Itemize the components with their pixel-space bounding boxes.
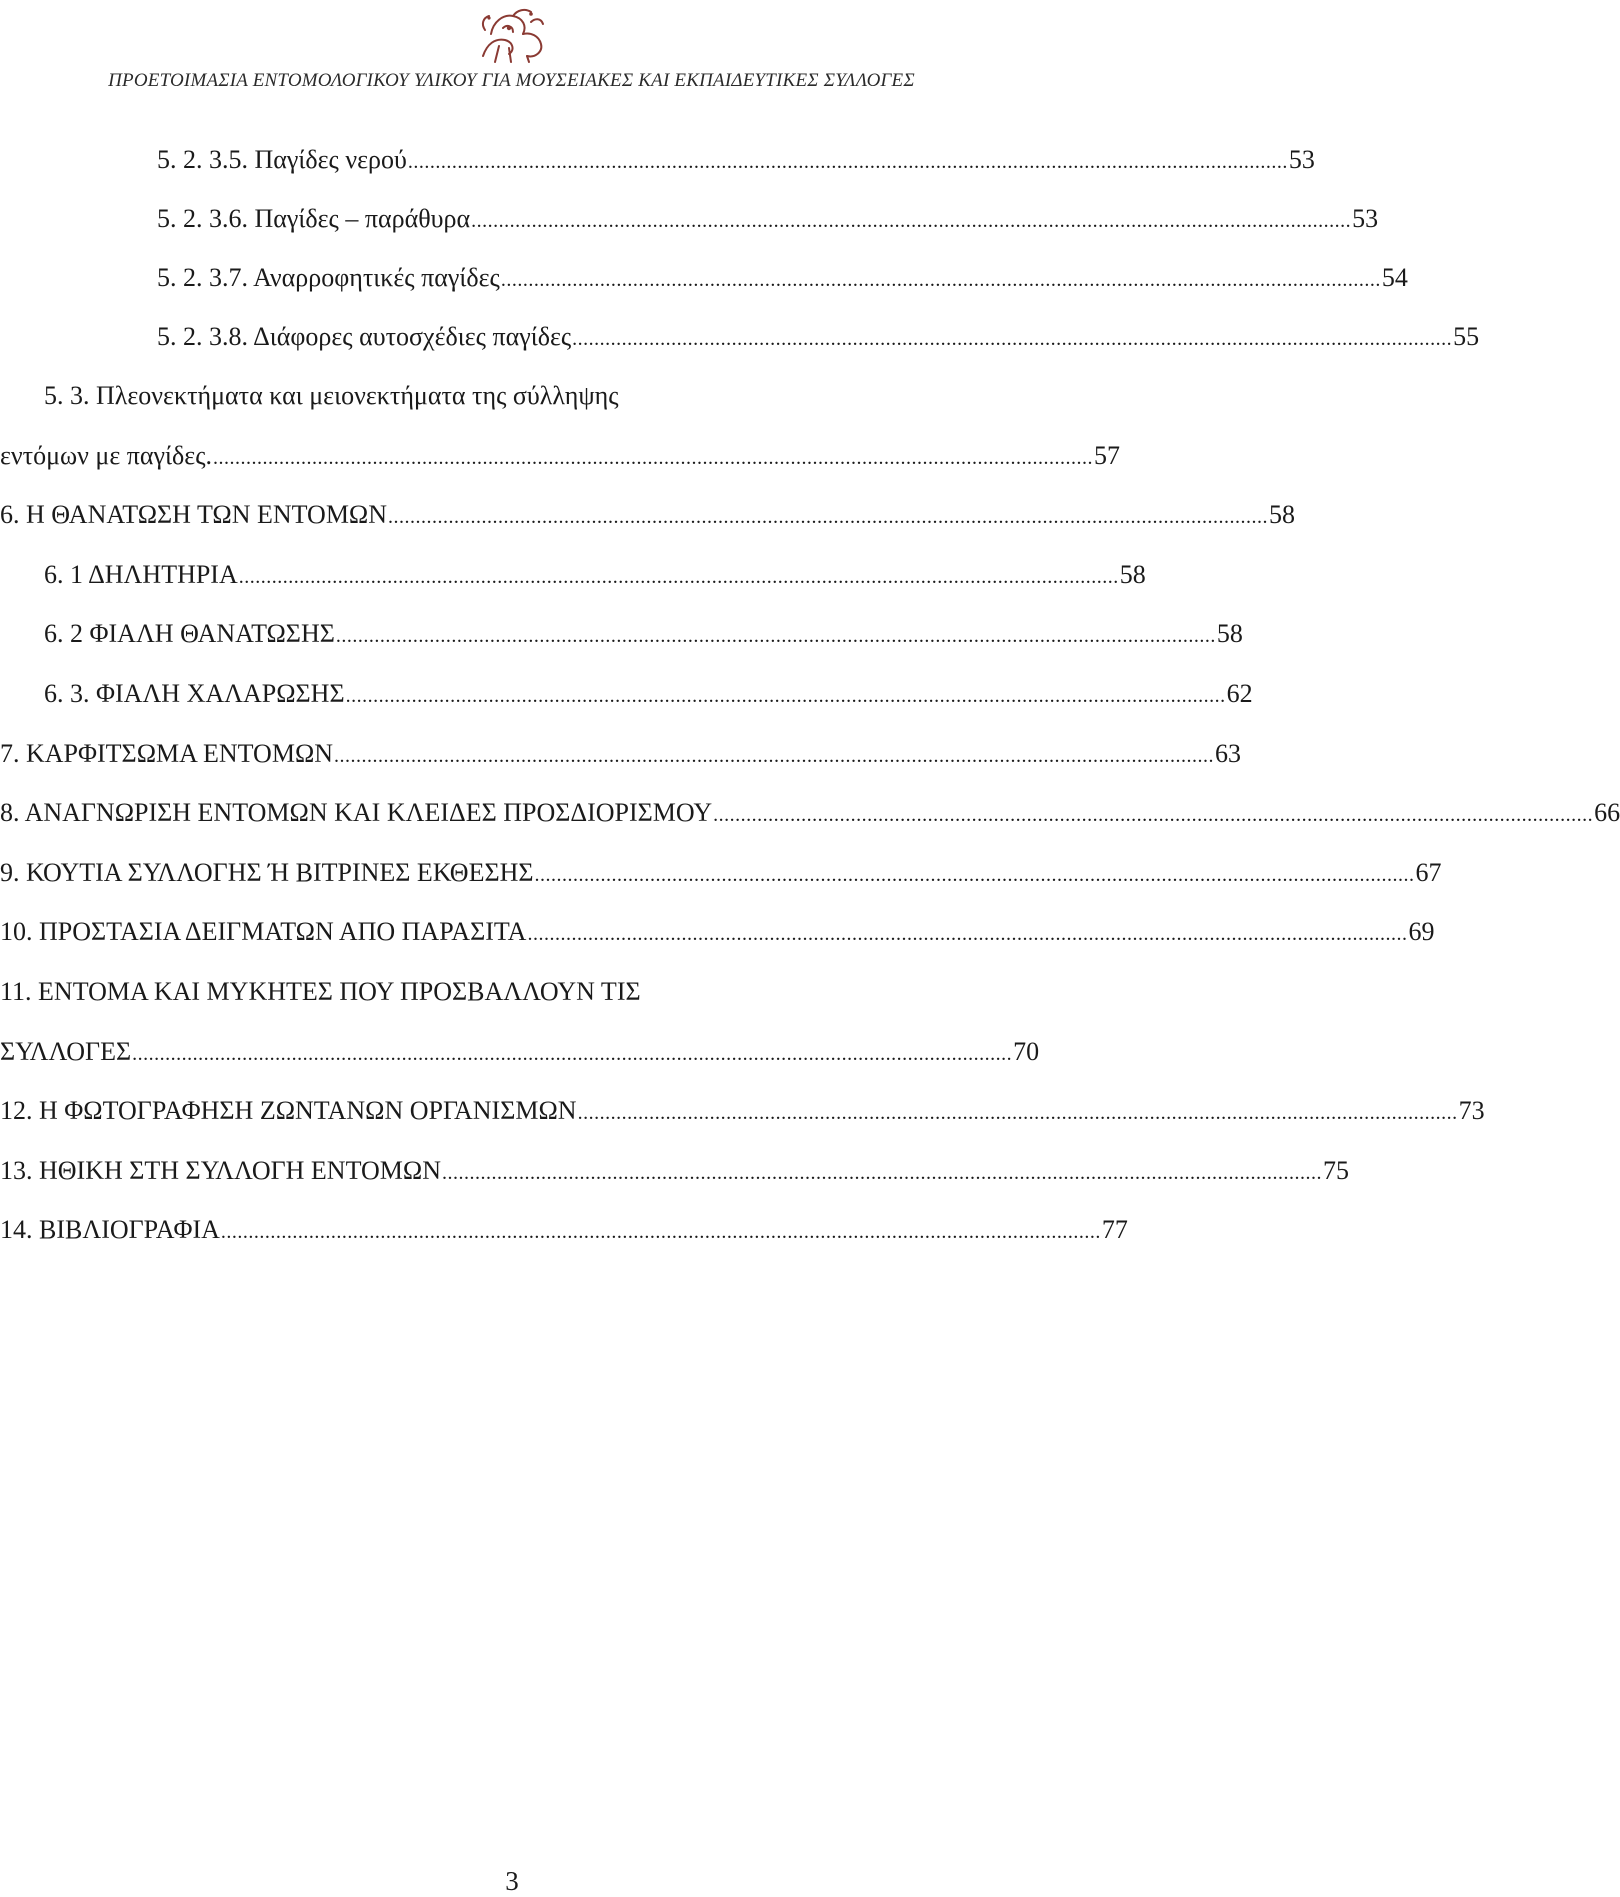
toc-entry-text: 12. Η ΦΩΤΟΓΡΑΦΗΣΗ ΖΩΝΤΑΝΩΝ ΟΡΓΑΝΙΣΜΩΝ — [0, 1096, 577, 1125]
toc-entry-text: 5. 2. 3.8. Διάφορες αυτοσχέδιες παγίδες — [157, 322, 572, 351]
toc-entry-text: 5. 2. 3.6. Παγίδες – παράθυρα — [157, 204, 471, 233]
toc-entry[interactable] — [0, 495, 1296, 535]
toc-entry-text: 6. 3. ΦΙΑΛΗ ΧΑΛΑΡΩΣΗΣ — [44, 679, 345, 708]
toc-page-number: 54 — [1381, 263, 1408, 292]
toc-entry[interactable] — [157, 317, 1480, 357]
toc-entry[interactable] — [157, 258, 1408, 298]
dot-leader: ................................................................................................................................................................ — [132, 1043, 1013, 1065]
toc-page-number: 73 — [1458, 1096, 1485, 1125]
running-header-title: ΠΡΟΕΤΟΙΜΑΣΙΑ ΕΝΤΟΜΟΛΟΓΙΚΟΥ ΥΛΙΚΟΥ ΓΙΑ ΜΟΥΣΕΙΑΚΕΣ ΚΑΙ ΕΚΠΑΙΔΕΥΤΙΚΕΣ ΣΥΛΛΟΓΕΣ — [108, 70, 915, 91]
toc-page-number: 70 — [1013, 1037, 1040, 1066]
toc-page-number: 58 — [1119, 560, 1146, 589]
toc-entry[interactable] — [44, 614, 1243, 654]
toc-entry[interactable] — [0, 1032, 1040, 1072]
toc-entry[interactable] — [44, 376, 955, 416]
toc-entry-text: 14. ΒΙΒΛΙΟΓΡΑΦΙΑ — [0, 1215, 220, 1244]
dot-leader: ................................................................................................................................................................ — [407, 151, 1288, 173]
dot-leader: ................................................................................................................................................................ — [238, 566, 1119, 588]
toc-entry[interactable] — [157, 199, 1379, 239]
toc-page-number: 53 — [1352, 204, 1379, 233]
toc-entry-text: 13. ΗΘΙΚΗ ΣΤΗ ΣΥΛΛΟΓΗ ΕΝΤΟΜΩΝ — [0, 1156, 441, 1185]
dot-leader: ................................................................................................................................................................ — [572, 328, 1453, 350]
toc-entry-text: 11. ΕΝΤΟΜΑ ΚΑΙ ΜΥΚΗΤΕΣ ΠΟΥ ΠΡΟΣΒΑΛΛΟΥΝ ΤΙΣ — [0, 977, 641, 1006]
toc-page-number: 63 — [1215, 739, 1242, 768]
toc-page-number: 77 — [1101, 1215, 1128, 1244]
dot-leader: ................................................................................................................................................................ — [220, 1221, 1101, 1243]
toc-entry[interactable] — [0, 1091, 1485, 1131]
toc-page-number: 58 — [1269, 500, 1296, 529]
toc-page-number: 69 — [1408, 917, 1435, 946]
toc-page-number: 58 — [1216, 619, 1243, 648]
toc-entry[interactable] — [44, 674, 1253, 714]
dot-leader: ................................................................................................................................................................ — [388, 506, 1269, 528]
dot-leader: ................................................................................................................................................................ — [441, 1162, 1322, 1184]
toc-entry[interactable] — [44, 555, 1146, 595]
toc-entry-text: 5. 2. 3.7. Αναρροφητικές παγίδες — [157, 263, 500, 292]
toc-entry[interactable] — [157, 140, 1315, 180]
toc-entry-text: 6. 2 ΦΙΑΛΗ ΘΑΝΑΤΩΣΗΣ — [44, 619, 335, 648]
toc-entry-text: ΣΥΛΛΟΓΕΣ — [0, 1037, 132, 1066]
dot-leader: ................................................................................................................................................................ — [577, 1102, 1458, 1124]
toc-page-number: 75 — [1322, 1156, 1349, 1185]
dot-leader: ................................................................................................................................................................ — [213, 447, 1093, 469]
dot-leader: ................................................................................................................................................................ — [713, 804, 1594, 826]
toc-page-number: 55 — [1453, 322, 1480, 351]
toc-entry-text: εντόμων με παγίδες. — [0, 441, 212, 470]
dot-leader: ................................................................................................................................................................ — [534, 864, 1415, 886]
toc-entry[interactable] — [0, 734, 1242, 774]
dot-leader: ................................................................................................................................................................ — [335, 625, 1216, 647]
toc-entry[interactable] — [0, 793, 1620, 833]
toc-entry-text: 5. 3. Πλεονεκτήματα και μειονεκτήματα της σύλληψης — [44, 381, 619, 410]
dot-leader: ................................................................................................................................................................ — [527, 923, 1408, 945]
toc-page-number: 67 — [1415, 858, 1442, 887]
page-number: 3 — [505, 1866, 519, 1896]
toc-entry-text: 5. 2. 3.5. Παγίδες νερού — [157, 145, 407, 174]
toc-entry-text: 8. ΑΝΑΓΝΩΡΙΣΗ ΕΝΤΟΜΩΝ ΚΑΙ ΚΛΕΙΔΕΣ ΠΡΟΣΔΙΟΡΙΣΜΟΥ — [0, 798, 713, 827]
toc-page-number: 66 — [1594, 798, 1620, 827]
toc-entry[interactable] — [0, 853, 1442, 893]
toc-entry-text: 6. Η ΘΑΝΑΤΩΣΗ ΤΩΝ ΕΝΤΟΜΩΝ — [0, 500, 388, 529]
toc-entry[interactable] — [0, 912, 1435, 952]
dot-leader: ................................................................................................................................................................ — [500, 269, 1381, 291]
toc-entry[interactable] — [0, 436, 1120, 476]
toc-page-number: 62 — [1226, 679, 1253, 708]
toc-page-number: 57 — [1094, 441, 1120, 470]
toc-entry-text: 10. ΠΡΟΣΤΑΣΙΑ ΔΕΙΓΜΑΤΩΝ ΑΠΟ ΠΑΡΑΣΙΤΑ — [0, 917, 527, 946]
toc-entry-text: 6. 1 ΔΗΛΗΤΗΡΙΑ — [44, 560, 238, 589]
dot-leader: ................................................................................................................................................................ — [334, 745, 1215, 767]
dot-leader: ................................................................................................................................................................ — [345, 685, 1226, 707]
toc-page-number: 53 — [1288, 145, 1315, 174]
dot-leader: ................................................................................................................................................................ — [471, 210, 1352, 232]
toc-entry-text: 9. ΚΟΥΤΙΑ ΣΥΛΛΟΓΗΣ Ή ΒΙΤΡΙΝΕΣ ΕΚΘΕΣΗΣ — [0, 858, 534, 887]
toc-entry[interactable] — [0, 1210, 1128, 1250]
toc-entry[interactable] — [0, 972, 955, 1012]
toc-entry[interactable] — [0, 1151, 1349, 1191]
toc-entry-text: 7. ΚΑΡΦΙΤΣΩΜΑ ΕΝΤΟΜΩΝ — [0, 739, 334, 768]
